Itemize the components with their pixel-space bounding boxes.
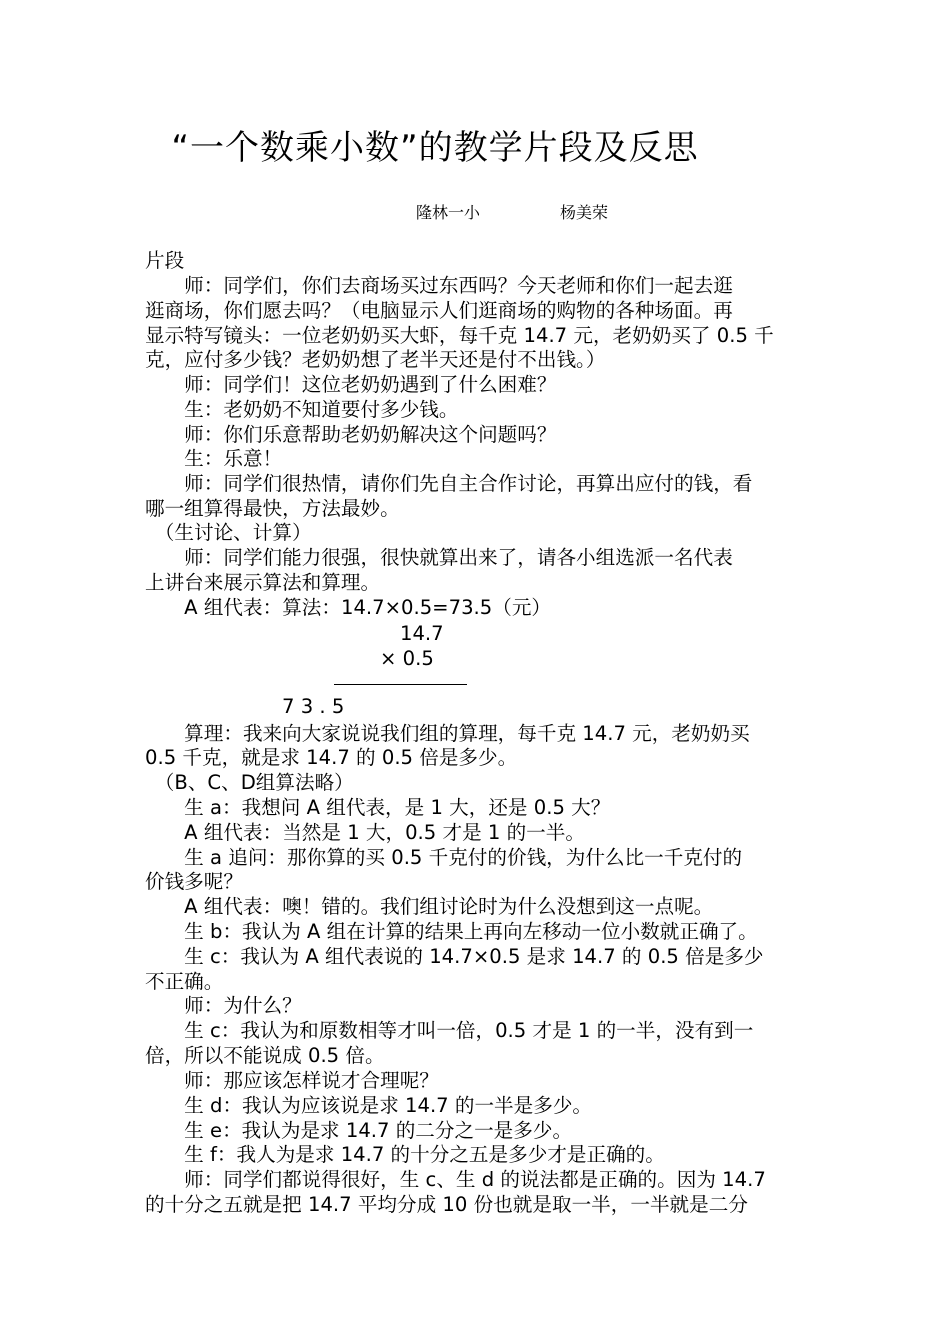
- text-line: 显示特写镜头：一位老奶奶买大虾，每千克 14.7 元，老奶奶买了 0.5 千: [145, 324, 774, 347]
- text-line: 师：同学们很热情，请你们先自主合作讨论，再算出应付的钱，看: [145, 472, 753, 495]
- text-line: 上讲台来展示算法和算理。: [145, 571, 381, 594]
- text-line: 生 b：我认为 A 组在计算的结果上再向左移动一位小数就正确了。: [145, 920, 758, 943]
- text-line: 克，应付多少钱？老奶奶想了老半天还是付不出钱。）: [145, 348, 606, 371]
- author-name: 杨美荣: [560, 203, 609, 222]
- text-line: 生 c：我认为 A 组代表说的 14.7×0.5 是求 14.7 的 0.5 倍是多少: [145, 945, 764, 968]
- text-line: 师：为什么？: [145, 994, 302, 1017]
- text-line: 生 c：我认为和原数相等才叫一倍，0.5 才是 1 的一半，没有到一: [145, 1019, 754, 1042]
- text-line: 师：那应该怎样说才合理呢？: [145, 1069, 439, 1092]
- text-line: 师：同学们能力很强，很快就算出来了，请各小组选派一名代表: [145, 546, 733, 569]
- calc-rule: [334, 684, 467, 685]
- text-line: 倍，所以不能说成 0.5 倍。: [145, 1044, 385, 1067]
- text-line: 哪一组算得最快，方法最妙。: [145, 497, 400, 520]
- text-line: 生 a：我想问 A 组代表，是 1 大，还是 0.5 大？: [145, 796, 611, 819]
- calc-line: × 0.5: [380, 647, 434, 670]
- text-line: 师：同学们都说得很好，生 c、生 d 的说法都是正确的。因为 14.7: [145, 1168, 766, 1191]
- text-line: 师：你们乐意帮助老奶奶解决这个问题吗？: [145, 423, 557, 446]
- text-line: 逛商场，你们愿去吗？（电脑显示人们逛商场的购物的各种场面。再: [145, 299, 733, 322]
- text-line: 片段: [145, 249, 185, 272]
- text-line: 生 f：我人为是求 14.7 的十分之五是多少才是正确的。: [145, 1143, 665, 1166]
- document-title: “一个数乘小数”的教学片段及反思: [171, 128, 699, 168]
- calc-line: 14.7: [400, 622, 444, 645]
- text-line: （生讨论、计算）: [145, 521, 312, 544]
- text-line: （B、C、D组算法略）: [145, 771, 354, 794]
- text-line: 不正确。: [145, 970, 224, 993]
- text-line: A 组代表：当然是 1 大，0.5 才是 1 的一半。: [145, 821, 585, 844]
- text-line: 生：老奶奶不知道要付多少钱。: [145, 398, 459, 421]
- calc-result: 7 3 . 5: [282, 695, 345, 718]
- text-line: 生 d：我认为应该说是求 14.7 的一半是多少。: [145, 1094, 593, 1117]
- author-school: 隆林一小: [416, 203, 481, 222]
- text-line: A 组代表：算法：14.7×0.5=73.5（元）: [145, 596, 552, 619]
- text-line: 0.5 千克，就是求 14.7 的 0.5 倍是多少。: [145, 746, 518, 769]
- text-line: A 组代表：噢！错的。我们组讨论时为什么没想到这一点呢。: [145, 895, 714, 918]
- text-line: 生 a 追问：那你算的买 0.5 千克付的价钱，为什么比一千克付的: [145, 846, 743, 869]
- text-line: 价钱多呢？: [145, 870, 243, 893]
- text-line: 师：同学们！这位老奶奶遇到了什么困难？: [145, 373, 557, 396]
- text-line: 师：同学们，你们去商场买过东西吗？今天老师和你们一起去逛: [145, 274, 733, 297]
- text-line: 生 e：我认为是求 14.7 的二分之一是多少。: [145, 1119, 573, 1142]
- text-line: 算理：我来向大家说说我们组的算理，每千克 14.7 元，老奶奶买: [145, 722, 750, 745]
- text-line: 的十分之五就是把 14.7 平均分成 10 份也就是取一半，一半就是二分: [145, 1193, 748, 1216]
- text-line: 生：乐意！: [145, 447, 283, 470]
